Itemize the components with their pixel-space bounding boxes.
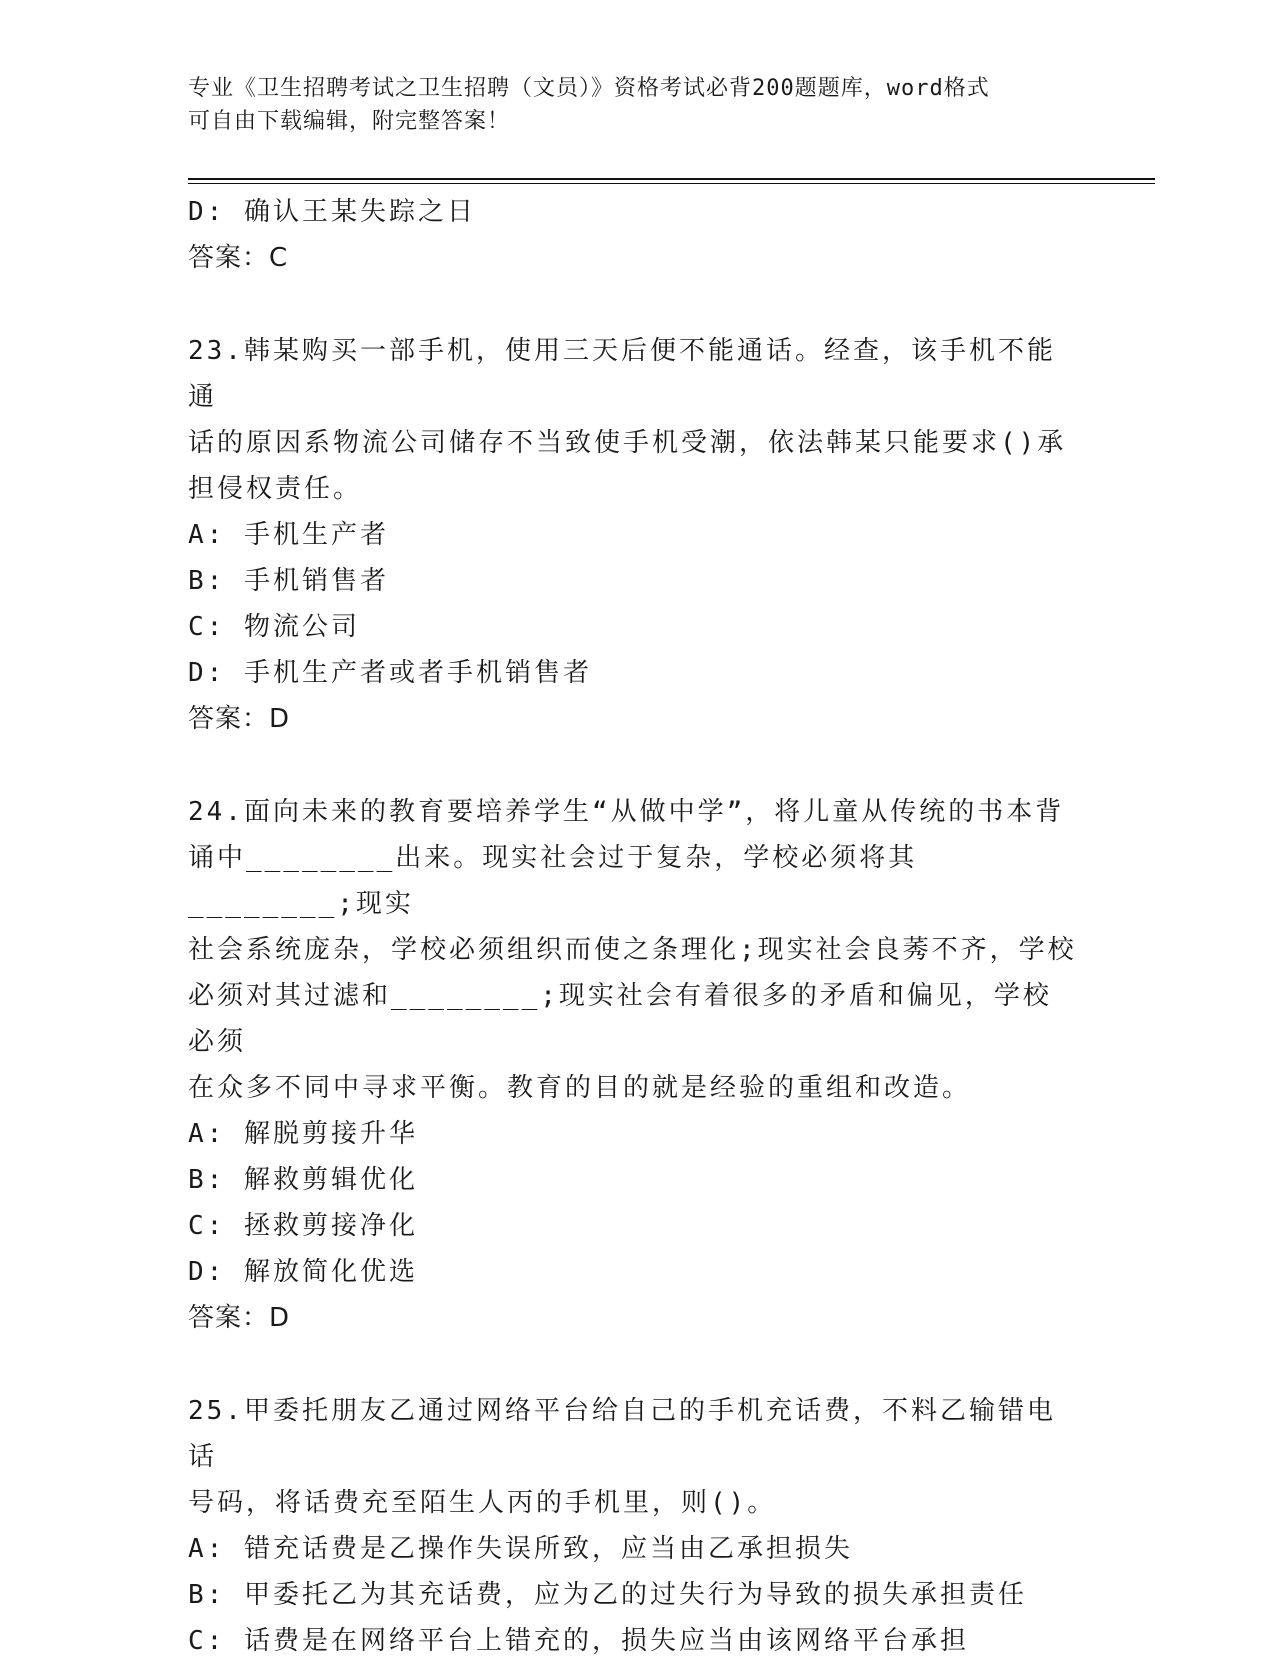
question-24-option-b: B: 解救剪辑优化 (188, 1165, 418, 1195)
question-24-option-c: C: 拯救剪接净化 (188, 1211, 418, 1241)
question-24-line-5: 在众多不同中寻求平衡。教育的目的就是经验的重组和改造。 (188, 1073, 972, 1103)
question-24-line-3: 社会系统庞杂，学校必须组织而使之条理化;现实社会良莠不齐，学校 (188, 935, 1077, 965)
question-24-line-4: 必须对其过滤和________;现实社会有着很多的矛盾和偏见，学校必须 (188, 981, 1052, 1057)
question-23-line-2: 话的原因系物流公司储存不当致使手机受潮，依法韩某只能要求()承 (188, 428, 1067, 458)
question-25-option-c: C: 话费是在网络平台上错充的，损失应当由该网络平台承担 (188, 1626, 969, 1656)
question-23 (188, 328, 1078, 742)
question-24 (188, 789, 1078, 1341)
question-25 (188, 1388, 1078, 1664)
question-23-option-c: C: 物流公司 (188, 612, 360, 642)
question-23-option-a: A: 手机生产者 (188, 520, 389, 550)
question-24-answer: 答案：D (188, 1303, 291, 1333)
header-line-2: 可自由下载编辑，附完整答案！ (188, 109, 511, 134)
spacer (188, 281, 1078, 328)
question-24-option-a: A: 解脱剪接升华 (188, 1119, 418, 1149)
question-content (188, 189, 1078, 1664)
header-rule-thin (188, 183, 1155, 184)
question-24-line-2: 诵中________出来。现实社会过于复杂，学校必须将其________;现实 (188, 843, 918, 919)
document-header (188, 72, 1068, 138)
question-24-line-1: 24.面向未来的教育要培养学生“从做中学”，将儿童从传统的书本背 (188, 797, 1065, 827)
question-25-option-a: A: 错充话费是乙操作失误所致，应当由乙承担损失 (188, 1534, 853, 1564)
header-line-1: 专业《卫生招聘考试之卫生招聘（文员）》资格考试必背200题题库，word格式 (188, 76, 990, 101)
question-25-option-b: B: 甲委托乙为其充话费，应为乙的过失行为导致的损失承担责任 (188, 1580, 1027, 1610)
prev-answer: 答案：C (188, 243, 289, 273)
question-25-line-1: 25.甲委托朋友乙通过网络平台给自己的手机充话费，不料乙输错电话 (188, 1396, 1056, 1472)
spacer (188, 1341, 1078, 1388)
question-23-line-1: 23.韩某购买一部手机，使用三天后便不能通话。经查，该手机不能通 (188, 336, 1056, 412)
header-rule-thick (188, 178, 1155, 180)
question-23-option-b: B: 手机销售者 (188, 566, 389, 596)
question-23-option-d: D: 手机生产者或者手机销售者 (188, 658, 592, 688)
question-25-line-2: 号码，将话费充至陌生人丙的手机里，则()。 (188, 1488, 777, 1518)
spacer (188, 742, 1078, 789)
question-24-option-d: D: 解放简化优选 (188, 1257, 418, 1287)
question-23-answer: 答案：D (188, 704, 291, 734)
prev-option-d: D: 确认王某失踪之日 (188, 197, 476, 227)
question-23-line-3: 担侵权责任。 (188, 474, 363, 504)
